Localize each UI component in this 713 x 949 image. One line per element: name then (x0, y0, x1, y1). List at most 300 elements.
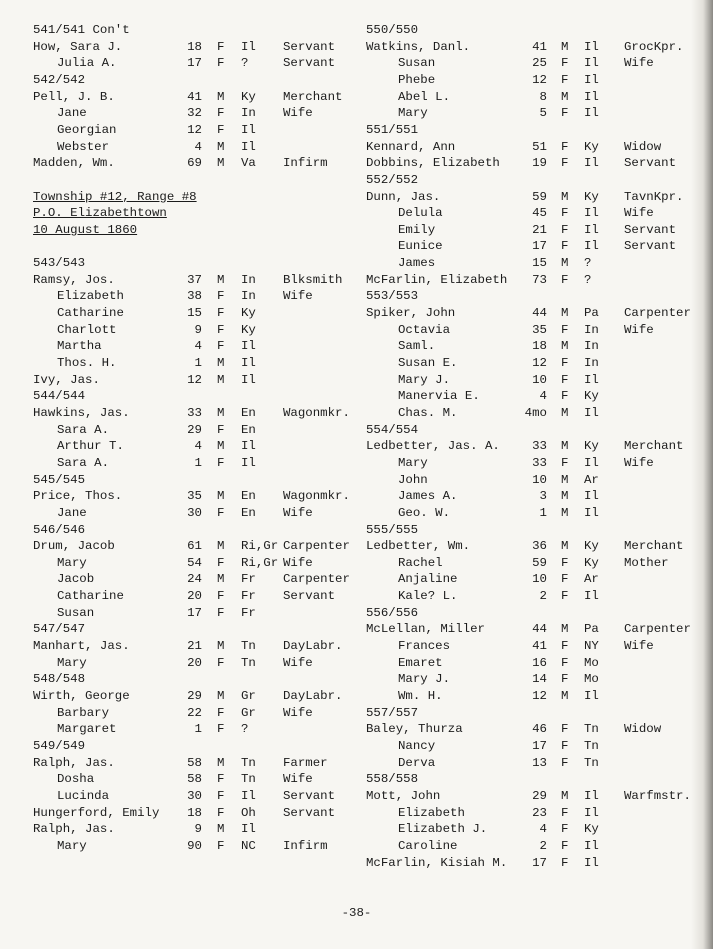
person-age: 4 (539, 389, 547, 404)
person-name: How, Sara J. (33, 39, 123, 54)
person-sex: F (561, 755, 569, 770)
person-name: Derva (398, 755, 436, 770)
person-sex: M (217, 755, 225, 770)
person-name: Elizabeth (57, 289, 124, 304)
person-birthplace: Ar (584, 572, 599, 587)
person-sex: F (217, 455, 225, 470)
person-age: 5 (539, 106, 547, 121)
person-name: Nancy (398, 738, 436, 753)
person-birthplace: Ky (584, 822, 599, 837)
person-sex: F (217, 306, 225, 321)
person-name: Ramsy, Jos. (33, 272, 115, 287)
person-sex: F (217, 788, 225, 803)
person-sex: M (217, 439, 225, 454)
person-birthplace: Il (584, 505, 599, 520)
person-occupation: Servant (624, 222, 677, 237)
person-sex: F (561, 139, 569, 154)
person-birthplace: Tn (241, 655, 256, 670)
person-sex: M (561, 439, 569, 454)
person-name: Martha (57, 339, 102, 354)
person-age: 10 (532, 472, 547, 487)
person-name: Mary (57, 838, 87, 853)
person-age: 4 (194, 339, 202, 354)
person-occupation: Wife (624, 639, 654, 654)
person-sex: F (561, 72, 569, 87)
person-name: Manervia E. (398, 389, 480, 404)
person-name: Saml. (398, 339, 436, 354)
person-occupation: Carpenter (283, 539, 350, 554)
person-name: Manhart, Jas. (33, 639, 130, 654)
person-name: Ralph, Jas. (33, 822, 115, 837)
person-birthplace: NC (241, 838, 256, 853)
person-sex: M (561, 39, 569, 54)
person-name: Thos. H. (57, 356, 117, 370)
person-age: 21 (532, 222, 547, 237)
person-age: 21 (187, 639, 202, 654)
person-birthplace: Tn (241, 755, 256, 770)
person-name: Susan (398, 56, 436, 71)
person-age: 35 (532, 322, 547, 337)
person-age: 25 (532, 56, 547, 71)
dwelling-number-text: 553/553 (366, 289, 419, 304)
person-age: 1 (194, 455, 202, 470)
section-header-text: 10 August 1860 (33, 222, 138, 237)
person-name: Catharine (57, 306, 124, 321)
person-sex: F (561, 322, 569, 337)
dwelling-number-text: 552/552 (366, 172, 419, 187)
person-age: 36 (532, 539, 547, 554)
person-birthplace: ? (241, 722, 249, 737)
person-birthplace: Il (584, 222, 599, 237)
person-birthplace: En (241, 422, 256, 437)
person-name: Jane (57, 505, 87, 520)
person-name: Phebe (398, 72, 436, 87)
dwelling-number-text: 558/558 (366, 772, 419, 787)
person-sex: M (217, 822, 225, 837)
person-name: Emaret (398, 655, 443, 670)
person-sex: F (561, 372, 569, 387)
person-occupation: Wife (283, 655, 313, 670)
person-sex: M (217, 372, 225, 387)
person-birthplace: Il (584, 455, 599, 470)
person-birthplace: Il (584, 788, 599, 803)
person-age: 14 (532, 672, 547, 687)
person-birthplace: Tn (584, 722, 599, 737)
person-age: 4mo (524, 405, 547, 420)
person-birthplace: In (241, 106, 256, 121)
person-occupation: Wife (624, 455, 654, 470)
person-name: McFarlin, Elizabeth (366, 272, 508, 287)
person-sex: F (217, 122, 225, 137)
person-sex: M (561, 622, 569, 637)
person-occupation: Infirm (283, 838, 328, 853)
person-age: 12 (532, 356, 547, 370)
person-age: 73 (532, 272, 547, 287)
person-occupation: Servant (624, 156, 677, 171)
person-name: Georgian (57, 122, 117, 137)
person-name: Kennard, Ann (366, 139, 456, 154)
person-age: 44 (532, 622, 547, 637)
person-occupation: DayLabr. (283, 689, 343, 703)
person-occupation: Wife (624, 206, 654, 221)
person-birthplace: Gr (241, 689, 256, 703)
person-sex: M (217, 639, 225, 654)
person-birthplace: Gr (241, 705, 256, 720)
person-name: Jane (57, 106, 87, 121)
person-sex: F (217, 655, 225, 670)
person-age: 46 (532, 722, 547, 737)
person-occupation: Servant (283, 56, 336, 71)
person-age: 69 (187, 156, 202, 171)
person-sex: F (561, 356, 569, 370)
person-age: 32 (187, 106, 202, 121)
person-name: Geo. W. (398, 505, 451, 520)
person-birthplace: Va (241, 156, 256, 171)
person-sex: F (561, 555, 569, 570)
dwelling-number-text: 543/543 (33, 256, 86, 271)
person-birthplace: In (241, 289, 256, 304)
person-birthplace: Il (584, 372, 599, 387)
person-birthplace: Il (584, 39, 599, 54)
dwelling-number-text: 549/549 (33, 738, 86, 753)
person-sex: F (561, 589, 569, 604)
person-birthplace: In (584, 322, 599, 337)
person-sex: M (217, 539, 225, 554)
person-birthplace: ? (584, 256, 592, 271)
person-age: 38 (187, 289, 202, 304)
person-sex: M (561, 489, 569, 504)
person-birthplace: Ar (584, 472, 599, 487)
person-sex: M (561, 405, 569, 420)
person-age: 59 (532, 189, 547, 204)
person-age: 17 (187, 605, 202, 620)
person-sex: F (561, 106, 569, 121)
person-sex: F (561, 222, 569, 237)
person-name: Ledbetter, Wm. (366, 539, 471, 554)
person-age: 10 (532, 372, 547, 387)
person-age: 29 (532, 788, 547, 803)
person-birthplace: Tn (241, 772, 256, 787)
person-birthplace: Ky (584, 389, 599, 404)
dwelling-number-text: 556/556 (366, 605, 419, 620)
person-occupation: Infirm (283, 156, 328, 171)
person-occupation: Wife (283, 772, 313, 787)
person-age: 19 (532, 156, 547, 171)
person-age: 8 (539, 89, 547, 104)
dwelling-number-text: 554/554 (366, 422, 419, 437)
person-birthplace: Ky (584, 539, 599, 554)
person-sex: F (561, 156, 569, 171)
person-birthplace: Tn (241, 639, 256, 654)
person-occupation: Servant (283, 788, 336, 803)
dwelling-number-text: 541/541 Con't (33, 23, 130, 37)
person-birthplace: Ky (241, 89, 256, 104)
person-occupation: Carpenter (624, 306, 691, 321)
dwelling-number-text: 550/550 (366, 23, 419, 37)
person-name: Ivy, Jas. (33, 372, 100, 387)
person-occupation: TavnKpr. (624, 189, 684, 204)
person-name: Sara A. (57, 422, 110, 437)
person-age: 16 (532, 655, 547, 670)
person-birthplace: Fr (241, 589, 256, 604)
person-name: Ralph, Jas. (33, 755, 115, 770)
person-occupation: Wagonmkr. (283, 489, 350, 504)
person-birthplace: Pa (584, 622, 599, 637)
person-birthplace: En (241, 505, 256, 520)
person-birthplace: Tn (584, 755, 599, 770)
person-birthplace: Il (584, 106, 599, 121)
person-age: 18 (532, 339, 547, 354)
person-age: 61 (187, 539, 202, 554)
person-occupation: Wife (624, 322, 654, 337)
person-birthplace: ? (584, 272, 592, 287)
person-name: McLellan, Miller (366, 622, 485, 637)
person-sex: M (561, 505, 569, 520)
person-age: 23 (532, 805, 547, 820)
person-age: 17 (187, 56, 202, 71)
person-sex: F (217, 39, 225, 54)
person-birthplace: Il (584, 489, 599, 504)
person-birthplace: Il (584, 405, 599, 420)
person-sex: M (561, 89, 569, 104)
person-occupation: Carpenter (624, 622, 691, 637)
person-name: Abel L. (398, 89, 451, 104)
person-name: Madden, Wm. (33, 156, 115, 171)
person-birthplace: Il (241, 339, 256, 354)
person-sex: M (561, 788, 569, 803)
person-sex: F (217, 838, 225, 853)
person-name: Elizabeth (398, 805, 465, 820)
person-occupation: Merchant (283, 89, 343, 104)
person-sex: M (561, 256, 569, 271)
person-occupation: Widow (624, 722, 662, 737)
person-name: Dobbins, Elizabeth (366, 156, 500, 171)
person-birthplace: Mo (584, 655, 599, 670)
person-age: 1 (194, 722, 202, 737)
person-birthplace: Il (584, 206, 599, 221)
person-sex: F (561, 672, 569, 687)
person-birthplace: Il (584, 239, 599, 254)
person-birthplace: Il (584, 72, 599, 87)
person-birthplace: Il (241, 439, 256, 454)
person-birthplace: En (241, 405, 256, 420)
person-occupation: Farmer (283, 755, 328, 770)
person-sex: F (561, 206, 569, 221)
person-name: James A. (398, 489, 458, 504)
person-name: Lucinda (57, 788, 110, 803)
person-name: Delula (398, 206, 443, 221)
person-age: 54 (187, 555, 202, 570)
dwelling-number-text: 547/547 (33, 622, 86, 637)
person-occupation: Wife (283, 289, 313, 304)
person-sex: F (217, 722, 225, 737)
person-name: Charlott (57, 322, 117, 337)
person-name: Hungerford, Emily (33, 805, 160, 820)
person-sex: M (561, 539, 569, 554)
person-occupation: Wife (283, 705, 313, 720)
person-age: 12 (187, 372, 202, 387)
person-age: 44 (532, 306, 547, 321)
person-sex: F (217, 505, 225, 520)
person-birthplace: Il (241, 822, 256, 837)
person-birthplace: Ky (584, 555, 599, 570)
person-age: 30 (187, 505, 202, 520)
person-birthplace: En (241, 489, 256, 504)
dwelling-number-text: 551/551 (366, 122, 419, 137)
person-name: Julia A. (57, 56, 117, 71)
person-occupation: Wife (283, 555, 313, 570)
person-sex: F (561, 722, 569, 737)
person-birthplace: Il (241, 39, 256, 54)
person-sex: M (561, 689, 569, 703)
dwelling-number-text: 548/548 (33, 672, 86, 687)
person-age: 20 (187, 655, 202, 670)
person-age: 20 (187, 589, 202, 604)
person-birthplace: Il (584, 838, 599, 853)
person-sex: F (217, 56, 225, 71)
person-name: Caroline (398, 838, 458, 853)
person-sex: F (217, 589, 225, 604)
person-name: Mary (57, 655, 87, 670)
person-sex: M (561, 306, 569, 321)
person-birthplace: Pa (584, 306, 599, 321)
person-age: 17 (532, 738, 547, 753)
person-age: 15 (532, 256, 547, 271)
person-birthplace: In (584, 356, 599, 370)
person-name: Hawkins, Jas. (33, 405, 130, 420)
person-name: Margaret (57, 722, 117, 737)
person-birthplace: Ky (584, 139, 599, 154)
person-birthplace: NY (584, 639, 599, 654)
person-birthplace: Ky (584, 189, 599, 204)
person-sex: F (561, 239, 569, 254)
person-sex: F (561, 655, 569, 670)
person-age: 51 (532, 139, 547, 154)
person-sex: M (217, 89, 225, 104)
person-age: 9 (194, 822, 202, 837)
person-sex: F (217, 339, 225, 354)
person-sex: F (561, 56, 569, 71)
person-sex: M (217, 689, 225, 703)
section-header-text: P.O. Elizabethtown (33, 206, 167, 221)
person-sex: M (217, 405, 225, 420)
person-occupation: Merchant (624, 539, 684, 554)
person-name: Mary (398, 106, 428, 121)
person-age: 10 (532, 572, 547, 587)
person-age: 29 (187, 689, 202, 703)
person-name: Webster (57, 139, 110, 154)
person-birthplace: Il (584, 56, 599, 71)
person-name: Barbary (57, 705, 110, 720)
person-name: Susan E. (398, 356, 458, 370)
person-sex: F (217, 772, 225, 787)
person-age: 2 (539, 838, 547, 853)
section-header-text: Township #12, Range #8 (33, 189, 197, 204)
person-occupation: GrocKpr. (624, 39, 684, 54)
person-name: Mary J. (398, 672, 451, 687)
person-sex: F (561, 572, 569, 587)
person-age: 33 (187, 405, 202, 420)
person-name: Dosha (57, 772, 95, 787)
person-name: Catharine (57, 589, 124, 604)
person-birthplace: Il (241, 372, 256, 387)
person-sex: F (217, 322, 225, 337)
person-sex: F (561, 639, 569, 654)
person-name: Spiker, John (366, 306, 456, 321)
person-age: 2 (539, 589, 547, 604)
person-age: 12 (532, 689, 547, 703)
person-age: 33 (532, 455, 547, 470)
person-name: Eunice (398, 239, 443, 254)
person-name: Mott, John (366, 788, 441, 803)
person-age: 22 (187, 705, 202, 720)
person-age: 1 (194, 356, 202, 370)
person-birthplace: In (584, 339, 599, 354)
person-birthplace: Il (241, 122, 256, 137)
person-birthplace: Oh (241, 805, 256, 820)
person-occupation: Mother (624, 555, 669, 570)
person-sex: M (217, 356, 225, 370)
person-name: Anjaline (398, 572, 458, 587)
dwelling-number-text: 542/542 (33, 72, 86, 87)
person-age: 58 (187, 772, 202, 787)
person-age: 18 (187, 39, 202, 54)
person-name: Octavia (398, 322, 451, 337)
person-birthplace: Ky (241, 322, 256, 337)
person-birthplace: Il (241, 139, 256, 154)
person-name: Wm. H. (398, 689, 443, 703)
person-age: 1 (539, 505, 547, 520)
person-age: 58 (187, 755, 202, 770)
person-sex: M (561, 472, 569, 487)
person-occupation: Warfmstr. (624, 788, 691, 803)
person-occupation: Servant (283, 589, 336, 604)
person-birthplace: Il (584, 156, 599, 171)
person-sex: F (561, 389, 569, 404)
person-name: Mary (57, 555, 87, 570)
person-birthplace: Ri,Gr (241, 555, 279, 570)
person-name: Pell, J. B. (33, 89, 115, 104)
person-age: 29 (187, 422, 202, 437)
person-age: 59 (532, 555, 547, 570)
person-name: James (398, 256, 436, 271)
person-name: John (398, 472, 428, 487)
person-sex: F (217, 805, 225, 820)
person-age: 12 (532, 72, 547, 87)
person-name: Wirth, George (33, 689, 130, 703)
person-sex: M (217, 572, 225, 587)
person-age: 41 (532, 639, 547, 654)
person-occupation: Servant (624, 239, 677, 254)
person-sex: M (217, 156, 225, 171)
person-age: 37 (187, 272, 202, 287)
person-name: Drum, Jacob (33, 539, 115, 554)
person-name: Rachel (398, 555, 443, 570)
person-name: Watkins, Danl. (366, 39, 471, 54)
person-birthplace: Fr (241, 572, 256, 587)
person-birthplace: Il (584, 805, 599, 820)
person-sex: M (561, 339, 569, 354)
person-age: 17 (532, 239, 547, 254)
person-age: 41 (532, 39, 547, 54)
dwelling-number-text: 555/555 (366, 522, 419, 537)
person-name: Ledbetter, Jas. A. (366, 439, 500, 454)
person-name: Mary (398, 455, 428, 470)
person-birthplace: Il (584, 689, 599, 703)
person-sex: F (561, 822, 569, 837)
person-birthplace: ? (241, 56, 249, 71)
person-sex: F (217, 422, 225, 437)
